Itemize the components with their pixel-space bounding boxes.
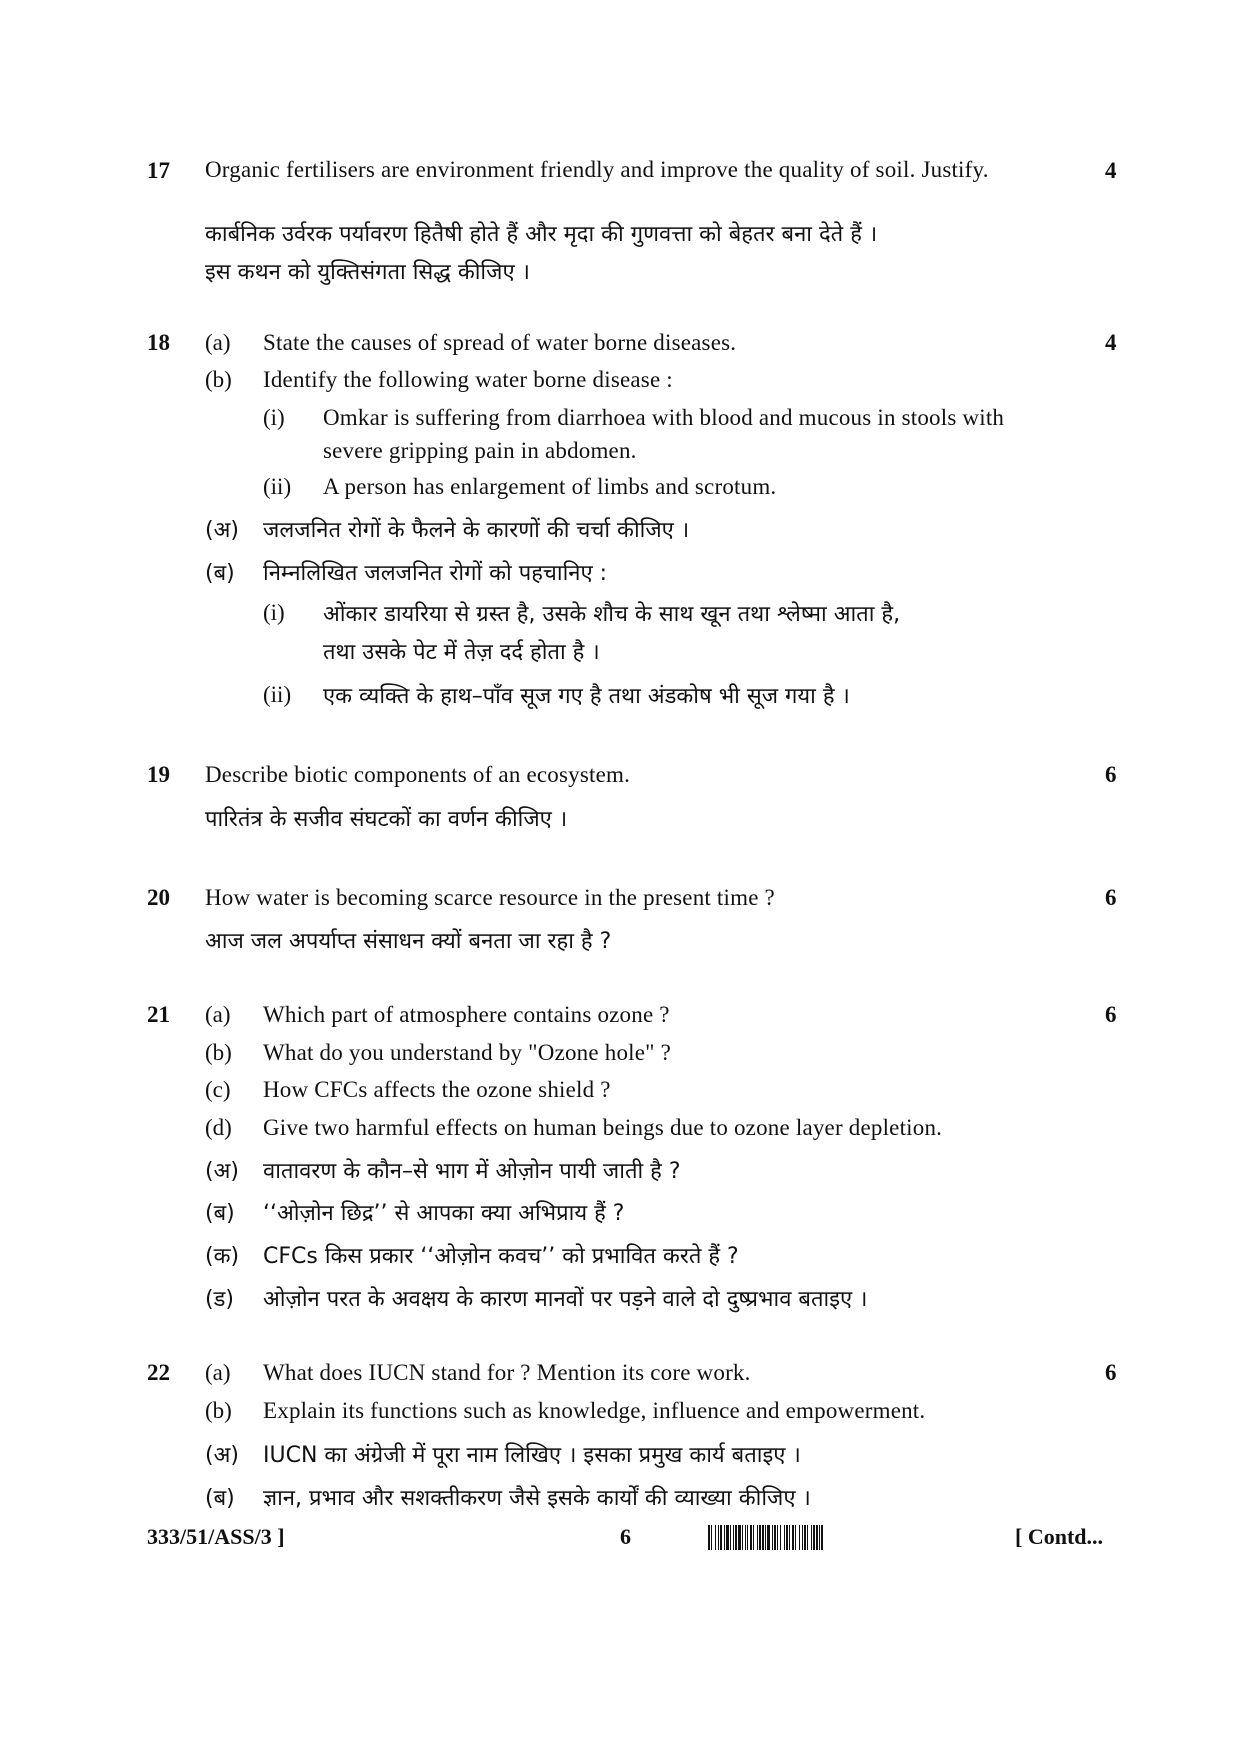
subpart-label: (अ) (205, 1443, 239, 1468)
subpart-text: तथा उसके पेट में तेज़ दर्द होता है । (323, 640, 600, 665)
subpart-label: (ब) (205, 561, 235, 586)
question-number: 17 (147, 158, 170, 183)
subpart-text: निम्नलिखित जलजनित रोगों को पहचानिए : (263, 561, 608, 586)
question-text-hi: आज जल अपर्याप्त संसाधन क्यों बनता जा रहा है ? (205, 929, 612, 954)
question-number: 19 (147, 762, 170, 787)
question-text-en: Describe biotic components of an ecosystem. (205, 762, 631, 787)
subpart-label: (ii) (263, 474, 292, 499)
subpart-text: Which part of atmosphere contains ozone ? (263, 1002, 670, 1027)
subpart-label: (c) (205, 1077, 231, 1102)
subpart-text: Give two harmful effects on human beings due to ozone layer depletion. (263, 1115, 943, 1140)
subpart-text: How CFCs affects the ozone shield ? (263, 1077, 611, 1102)
subpart-label: (d) (205, 1115, 232, 1140)
subpart-text: Explain its functions such as knowledge, influence and empowerment. (263, 1398, 926, 1423)
question-number: 18 (147, 330, 170, 355)
subpart-text: Omkar is suffering from diarrhoea with blood and mucous in stools with (323, 405, 1005, 430)
subpart-text: What do you understand by "Ozone hole" ? (263, 1040, 672, 1065)
subpart-text: State the causes of spread of water borne diseases. (263, 330, 737, 355)
subpart-text: ज्ञान, प्रभाव और सशक्तीकरण जैसे इसके कार्यों की व्याख्या कीजिए । (263, 1486, 811, 1511)
page-number: 6 (620, 1524, 631, 1549)
subpart-text: CFCs किस प्रकार ‘‘ओज़ोन कवच’’ को प्रभावित करते हैं ? (263, 1244, 739, 1269)
subpart-text: severe gripping pain in abdomen. (323, 438, 637, 463)
question-text-hi: पारितंत्र के सजीव संघटकों का वर्णन कीजिए । (205, 807, 568, 832)
subpart-label: (ब) (205, 1486, 235, 1511)
subpart-text: वातावरण के कौन–से भाग में ओज़ोन पायी जाती है ? (263, 1159, 681, 1184)
question-number: 22 (147, 1360, 170, 1385)
question-number: 21 (147, 1002, 170, 1027)
question-number: 20 (147, 885, 170, 910)
subpart-text: ओज़ोन परत के अवक्षय के कारण मानवों पर पड़ने वाले दो दुष्प्रभाव बताइए । (263, 1287, 868, 1312)
question-text-en: Organic fertilisers are environment friendly and improve the quality of soil. Justify. (205, 157, 989, 182)
question-text-en: How water is becoming scarce resource in the present time ? (205, 885, 775, 910)
subpart-label: (a) (205, 1360, 231, 1385)
subpart-text: What does IUCN stand for ? Mention its core work. (263, 1360, 751, 1385)
question-text-hi: इस कथन को युक्तिसंगता सिद्ध कीजिए । (205, 260, 530, 285)
contd-label: [ Contd... (1015, 1524, 1104, 1549)
subpart-label: (अ) (205, 518, 239, 543)
subpart-text: Identify the following water borne disease : (263, 367, 673, 392)
subpart-text: एक व्यक्ति के हाथ–पाँव सूज गए है तथा अंडकोष भी सूज गया है । (323, 684, 850, 709)
subpart-label: (ड) (205, 1287, 234, 1312)
marks: 6 (1105, 1002, 1117, 1027)
subpart-text: A person has enlargement of limbs and scrotum. (323, 474, 777, 499)
subpart-text: ओंकार डायरिया से ग्रस्त है, उसके शौच के साथ खून तथा श्लेष्मा आता है, (323, 602, 901, 627)
barcode (708, 1525, 998, 1550)
marks: 4 (1105, 158, 1117, 183)
question-text-hi: कार्बनिक उर्वरक पर्यावरण हितैषी होते हैं और मृदा की गुणवत्ता को बेहतर बना देते हैं । (205, 222, 878, 247)
barcode-bar (821, 1525, 823, 1550)
subpart-label: (ब) (205, 1201, 235, 1226)
subpart-label: (b) (205, 1040, 232, 1065)
marks: 4 (1105, 330, 1117, 355)
subpart-label: (i) (263, 405, 285, 430)
subpart-text: ‘‘ओज़ोन छिद्र’’ से आपका क्या अभिप्राय हैं ? (263, 1201, 625, 1226)
subpart-label: (ii) (263, 682, 292, 707)
marks: 6 (1105, 885, 1117, 910)
marks: 6 (1105, 1360, 1117, 1385)
subpart-label: (a) (205, 330, 231, 355)
subpart-text: IUCN का अंग्रेजी में पूरा नाम लिखिए । इसका प्रमुख कार्य बताइए । (263, 1443, 801, 1468)
marks: 6 (1105, 762, 1117, 787)
subpart-label: (i) (263, 600, 285, 625)
paper-code: 333/51/ASS/3 ] (147, 1524, 285, 1549)
subpart-label: (a) (205, 1002, 231, 1027)
subpart-text: जलजनित रोगों के फैलने के कारणों की चर्चा कीजिए । (263, 518, 690, 543)
subpart-label: (क) (205, 1244, 240, 1269)
subpart-label: (b) (205, 1398, 232, 1423)
subpart-label: (अ) (205, 1159, 239, 1184)
subpart-label: (b) (205, 367, 232, 392)
